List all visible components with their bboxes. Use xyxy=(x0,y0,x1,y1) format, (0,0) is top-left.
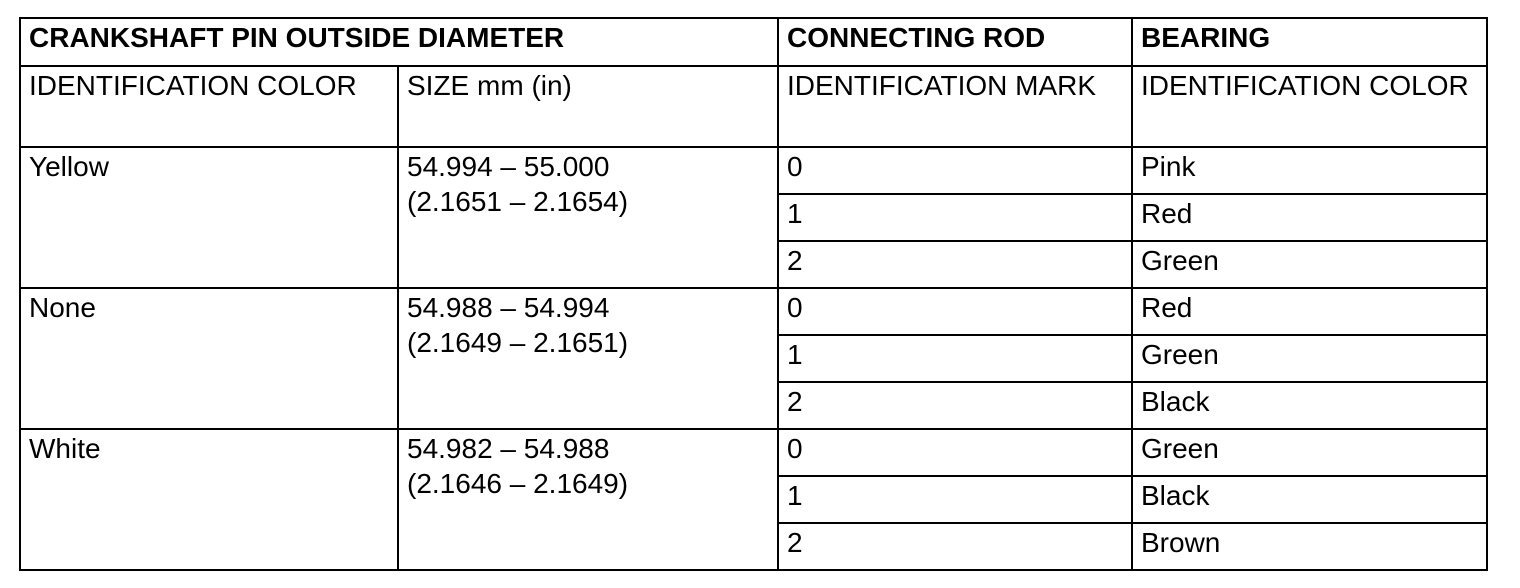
crankshaft-color-cell: White xyxy=(20,429,398,570)
subheader-bearing-identification-color: IDENTIFICATION COLOR xyxy=(1132,66,1487,147)
crankshaft-size-cell xyxy=(398,147,778,288)
rod-mark-cell: 1 xyxy=(778,194,1132,241)
crankshaft-size-cell xyxy=(398,429,778,570)
crankshaft-size-cell xyxy=(398,288,778,429)
header-row xyxy=(20,18,1487,66)
header-crankshaft-pin-outside-diameter: CRANKSHAFT PIN OUTSIDE DIAMETER xyxy=(20,18,778,66)
bearing-color-cell: Black xyxy=(1132,382,1487,429)
bearing-color-cell: Green xyxy=(1132,241,1487,288)
size-mm: 54.988 – 54.994 xyxy=(407,292,610,323)
table-row xyxy=(20,147,1487,194)
table-row xyxy=(20,429,1487,476)
subheader-row xyxy=(20,66,1487,147)
rod-mark-cell: 0 xyxy=(778,429,1132,476)
size-in: (2.1646 – 2.1649) xyxy=(407,468,629,499)
rod-mark-cell: 0 xyxy=(778,147,1132,194)
crankshaft-color-cell: None xyxy=(20,288,398,429)
header-connecting-rod: CONNECTING ROD xyxy=(778,18,1132,66)
subheader-identification-color: IDENTIFICATION COLOR xyxy=(20,66,398,147)
rod-mark-cell: 2 xyxy=(778,523,1132,570)
rod-mark-cell: 1 xyxy=(778,335,1132,382)
bearing-color-cell: Green xyxy=(1132,335,1487,382)
size-mm: 54.982 – 54.988 xyxy=(407,433,610,464)
bearing-color-cell: Red xyxy=(1132,194,1487,241)
crankshaft-bearing-table xyxy=(19,17,1488,571)
rod-mark-cell: 2 xyxy=(778,241,1132,288)
table-row xyxy=(20,288,1487,335)
bearing-color-cell: Pink xyxy=(1132,147,1487,194)
bearing-color-cell: Red xyxy=(1132,288,1487,335)
bearing-color-cell: Brown xyxy=(1132,523,1487,570)
size-mm: 54.994 – 55.000 xyxy=(407,151,610,182)
size-in: (2.1649 – 2.1651) xyxy=(407,327,629,358)
bearing-color-cell: Green xyxy=(1132,429,1487,476)
rod-mark-cell: 0 xyxy=(778,288,1132,335)
subheader-identification-mark: IDENTIFICATION MARK xyxy=(778,66,1132,147)
rod-mark-cell: 1 xyxy=(778,476,1132,523)
bearing-color-cell: Black xyxy=(1132,476,1487,523)
header-bearing: BEARING xyxy=(1132,18,1487,66)
subheader-size: SIZE mm (in) xyxy=(398,66,778,147)
size-in: (2.1651 – 2.1654) xyxy=(407,186,629,217)
rod-mark-cell: 2 xyxy=(778,382,1132,429)
crankshaft-color-cell: Yellow xyxy=(20,147,398,288)
